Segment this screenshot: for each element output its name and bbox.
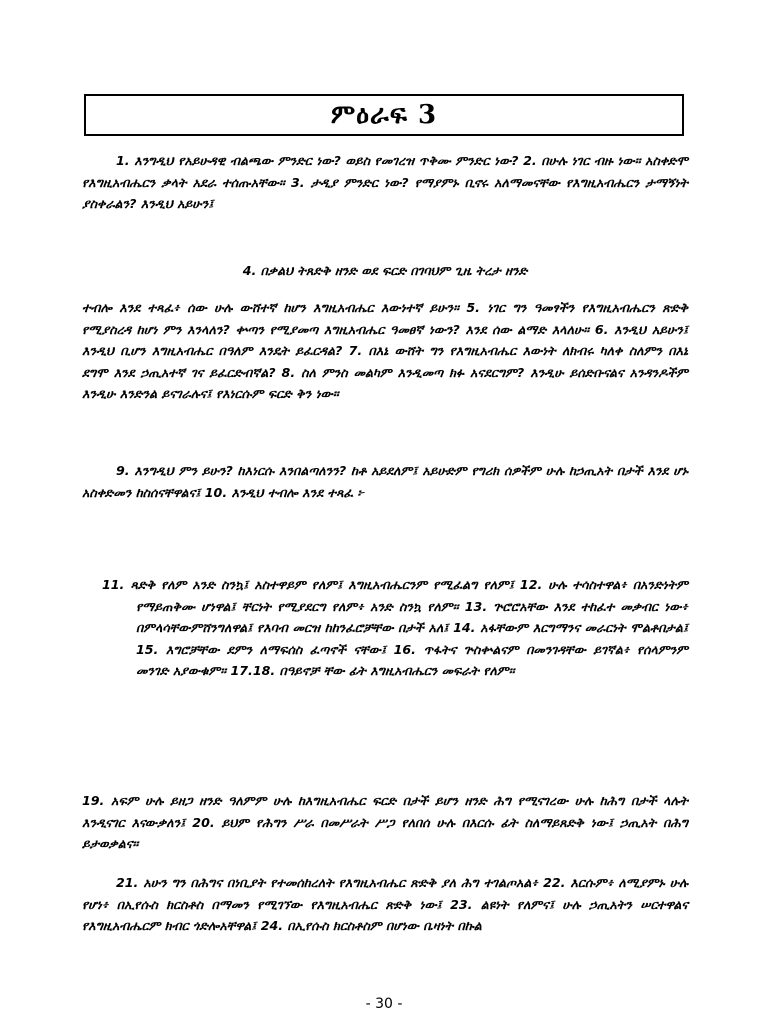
chapter-heading-box — [84, 94, 684, 136]
page-number: - 30 - — [365, 996, 403, 1012]
paragraph-verses-9-10: 9. እንግዲህ ምን ይሁን? ከእነርሱ እንበልጣለንን? ከቶ አይደለም፤ አይሁድም የግሪክ ሰዎችም ሁሉ ከኃጢአት በታች እንደ ሆኑ አስቀድመን ከስሰናቸዋልና፤ 10. እንዲህ ተብሎ እንደ ተጻፈ ፦ — [82, 463, 688, 500]
paragraph-verses-21-24: 21. አሁን ግን በሕግና በነቢያት የተመሰከረለት የእግዚአብሔር ጽድቅ ያለ ሕግ ተገልጦአል፥ 22. እርሱም፥ ለሚያምኑ ሁሉ የሆነ፥ በኢየሱስ ክርስቶስ በማመን የሚገኘው የእግዚአብሔር ጽድቅ ነው፤ 23. ልዩነት የለምና፤ ሁሉ ኃጢአትን ሠርተዋልና የእግዚአብሔርም ክብር ጎድሎአቸዋል፤ 24. በኢየሱስ ክርስቶስም በሆነው ቤዛነት በኩል — [82, 875, 688, 933]
quoted-verse-4: 4. በቃልህ ትጸድቅ ዘንድ ወደ ፍርድ በገባህም ጊዜ ትረታ ዘንድ — [242, 263, 528, 278]
paragraph-verses-1-3: 1. እንግዲህ የአይሁዳዊ ብልጫው ምንድር ነው? ወይስ የመገረዝ ጥቅሙ ምንድር ነው? 2. በሁሉ ነገር ብዙ ነው። አስቀድሞ የእግዚአብሔርን ቃላት አደራ ተሰጡአቸው። 3. ታዲያ ምንድር ነው? የማያምኑ ቢኖሩ አለማመናቸው የእግዚአብሔርን ታማኝነት ያስቀራልን? እንዲህ አይሁን፤ — [82, 153, 688, 211]
chapter-title: ምዕራፍ 3 — [330, 99, 438, 130]
paragraph-verses-4-8: ተብሎ እንደ ተጻፈ፥ ሰው ሁሉ ውሸተኛ ከሆን እግዚአብሔር እውነተኛ ይሁን። 5. ነገር ግን ዓመፃችን የእግዚአብሔርን ጽድቅ የሚያስረዳ ከሆነ ምን እንላለን? ቍጣን የሚያመጣ እግዚአብሔር ዓመፀኛ ነውን? እንደ ሰው ልማድ እላለሁ። 6. እንዲህ አይሁን፤ እንዲህ ቢሆን እግዚአብሔር በዓለም እንዴት ይፈርዳል? 7. በእኔ ውሸት ግን የእግዚአብሔር እውነት ለክብሩ ካለቀ ስለምን በእኔ ደግሞ እንደ ኃጢአተኛ ገና ይፈርድብኛል? 8. ስለ ምንስ መልካም እንዲመጣ ክፉ አናደርግም? እንዲሁ ይሰድቡናልና አንዳንዶችም እንዲሁ እንድንል ይናገራሉና፤ የእነርሱም ፍርድ ቅን ነው። — [82, 300, 688, 401]
paragraph-verses-11-18: 11. ጻድቅ የለም አንድ ስንኳ፤ አስተዋይም የለም፤ እግዚአብሔርንም የሚፈልግ የለም፤ 12. ሁሉ ተሳስተዋል፥ በአንድነትም የማይጠቅሙ ሆነዋል፤ ቸርነት የሚያደርግ የለም፥ አንድ ስንኳ የለም። 13. ጕሮሮአቸው እንደ ተከፈተ መቃብር ነው፥ በምላሳቸውምሸንግለዋል፤ የእባብ መርዝ ከከንፈሮቻቸው በታች አለ፤ 14. አፋቸውም እርግማንና መራርነት ሞልቶበታል፤ 15. እግሮቻቸው ደምን ለማፍሰስ ፈጣኖች ናቸው፤ 16. ጥፋትና ጕስቍልናም በመንገዳቸው ይገኛል፥ የሰላምንም መንገድ አያውቁም። 17.18. በዓይኖቻ ቸው ፊት እግዚአብሔርን መፍራት የለም። — [102, 577, 688, 678]
paragraph-verses-19-20: 19. አፍም ሁሉ ይዘጋ ዘንድ ዓለምም ሁሉ ከእግዚአብሔር ፍርድ በታች ይሆን ዘንድ ሕግ የሚናገረው ሁሉ ከሕግ በታች ላሉት እንዲናገር እናውቃለን፤ 20. ይህም የሕግን ሥራ በመሥራት ሥጋ የለበሰ ሁሉ በእርሱ ፊት ስለማይጸድቅ ነው፤ ኃጢአት በሕግ ይታወቃልና። — [82, 793, 688, 851]
